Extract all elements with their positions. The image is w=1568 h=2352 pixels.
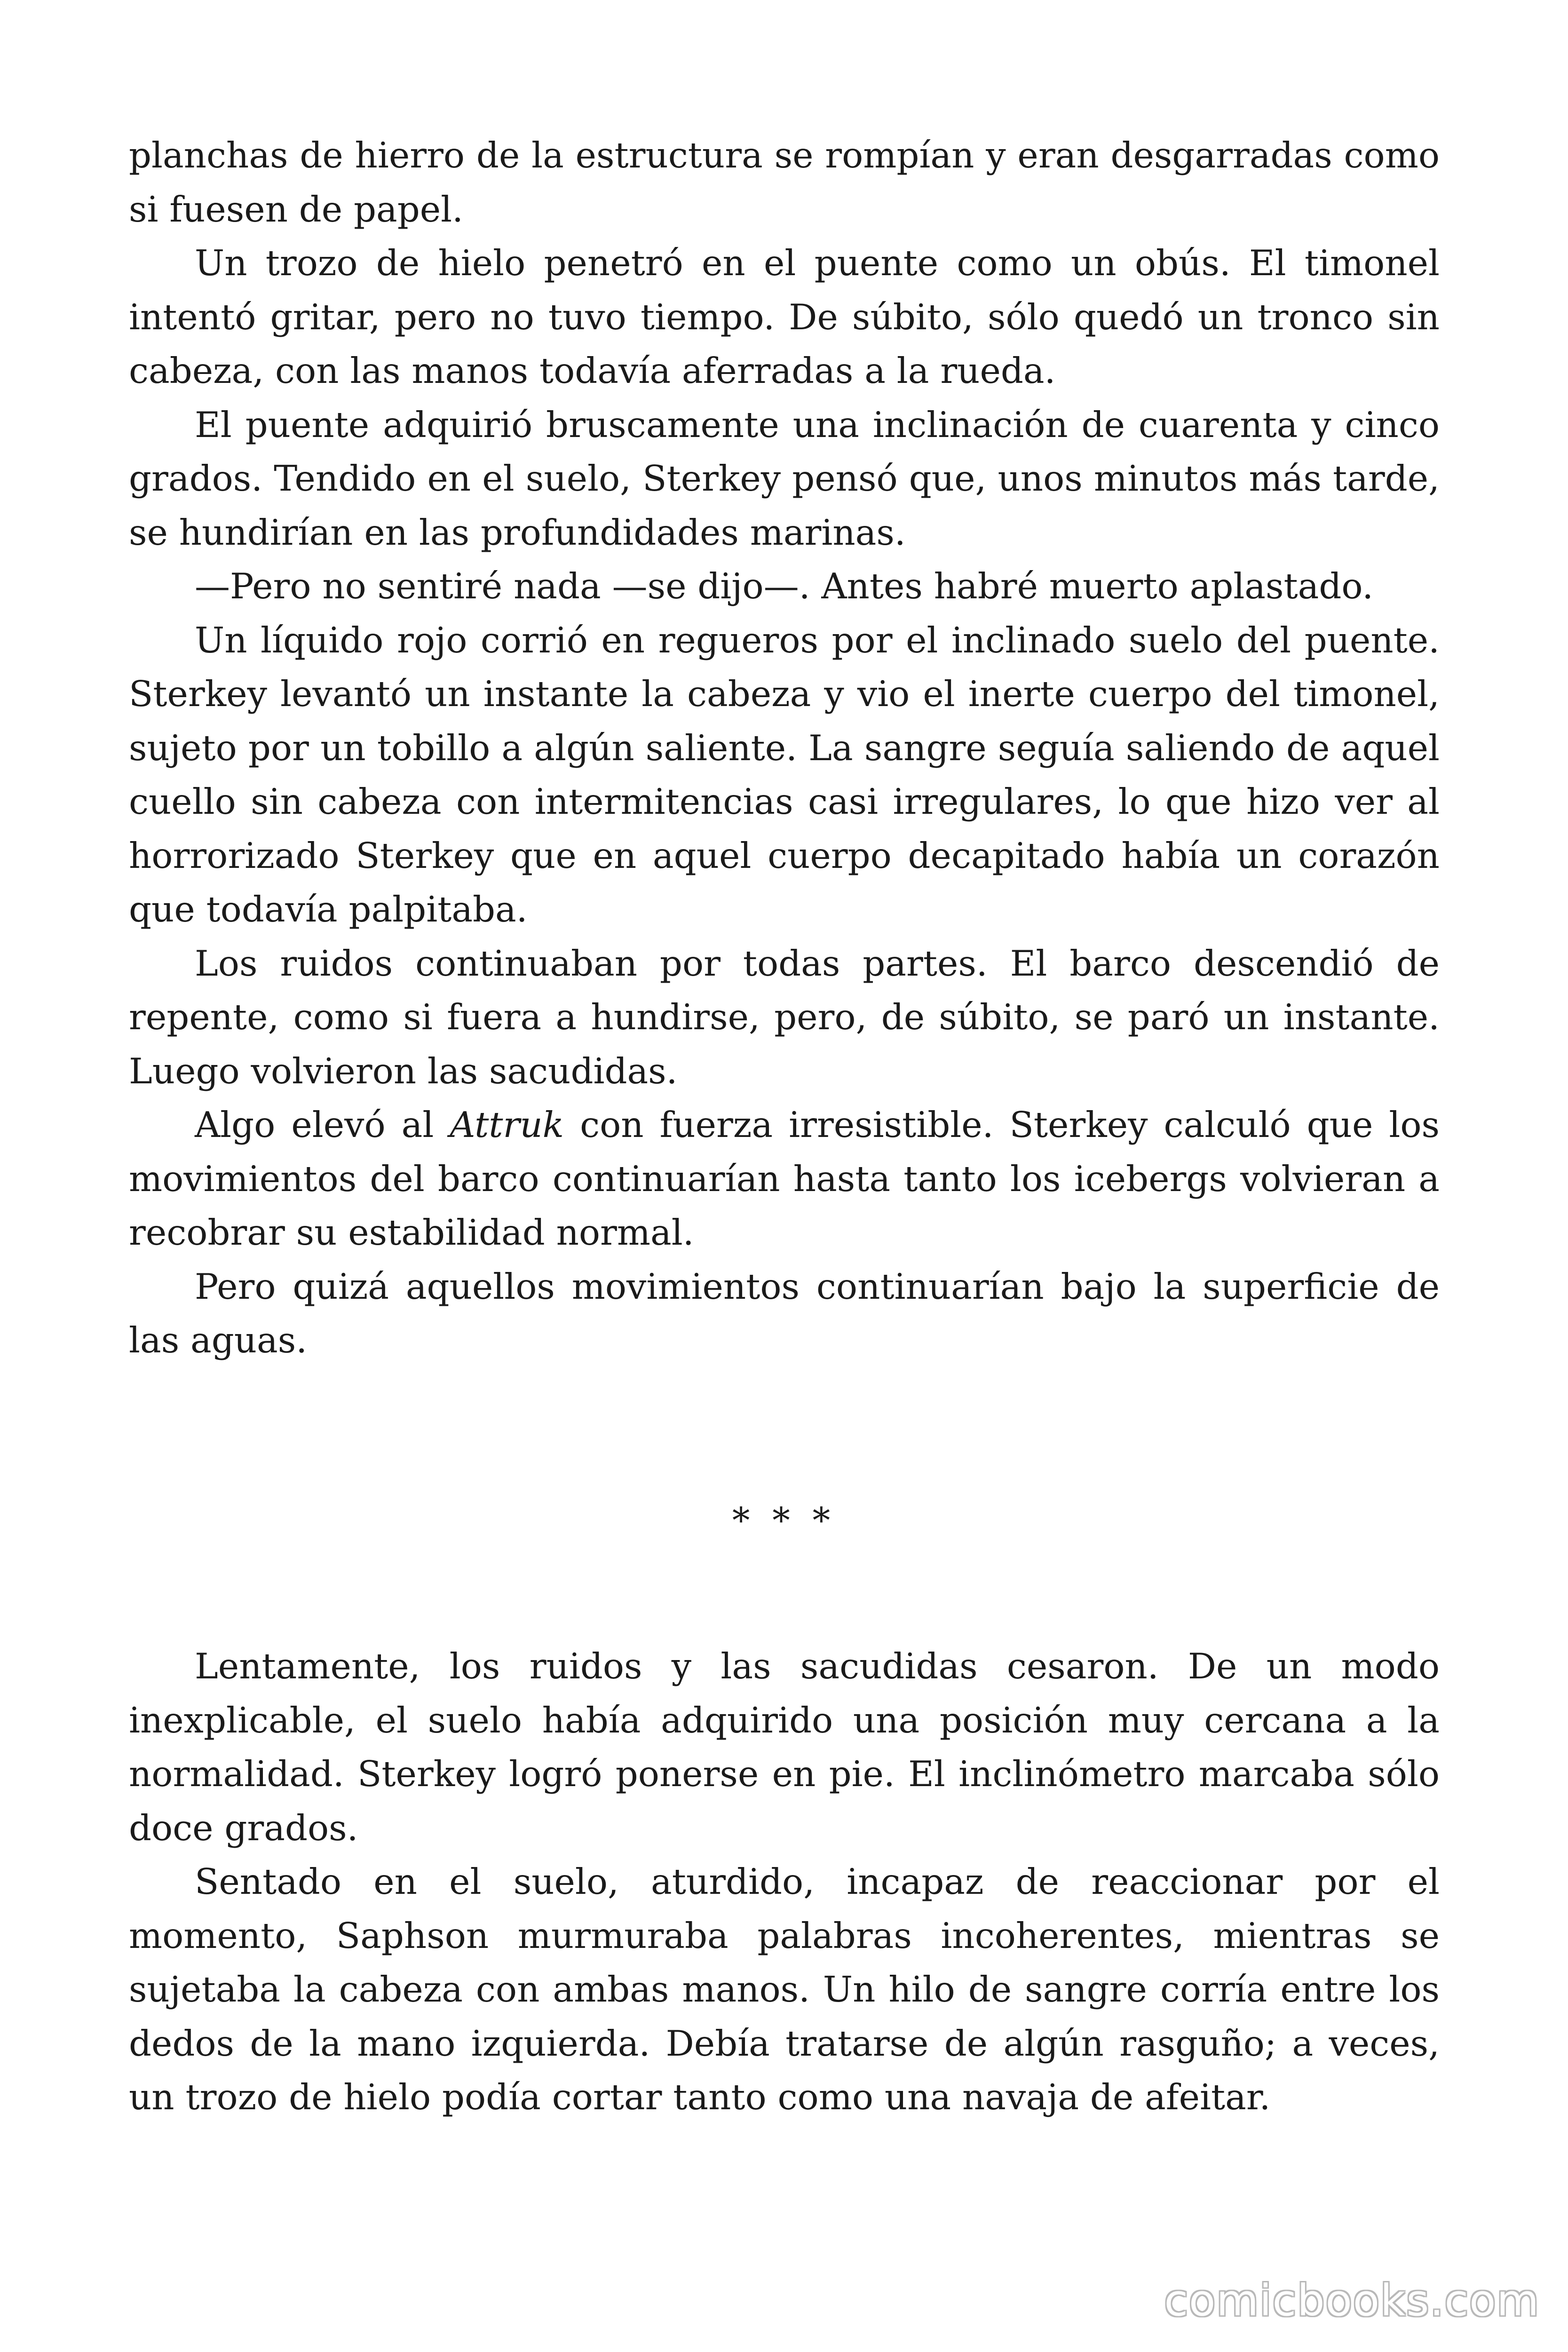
section-separator: * * * — [732, 1500, 836, 1541]
paragraph: Un trozo de hielo penetró en el puente como un obús. El timonel intentó gritar, pero no tuvo tiempo. De súbito, sólo quedó un tronco sin cabeza, con las manos todavía aferradas a la rueda. — [129, 242, 1440, 391]
paragraph: Lentamente, los ruidos y las sacudidas cesaron. De un modo inexplicable, el suelo había adquirido una posición muy cercana a la normalidad. Sterkey logró ponerse en pie. El inclinómetro marcaba sólo doce grados. — [129, 1645, 1440, 1849]
paragraph-text-before: Algo elevó al — [195, 1104, 450, 1145]
paragraph: Sentado en el suelo, aturdido, incapaz de reaccionar por el momento, Saphson murmuraba palabras incoherentes, mientras se sujetaba la cabeza con ambas manos. Un hilo de sangre corría entre los dedos de la mano izquierda. Debía tratarse de algún rasguño; a veces, un trozo de hielo podía cortar tanto como una navaja de afeitar. — [129, 1861, 1440, 2118]
paragraph: planchas de hierro de la estructura se rompían y eran desgarradas como si fuesen de papel. — [129, 135, 1440, 230]
paragraph-text-after: con fuerza irresistible. Sterkey calculó que los movimientos del barco continuarían hasta tanto los icebergs volvieran a recobrar su estabilidad normal. — [129, 1104, 1440, 1253]
paragraph: —Pero no sentiré nada —se dijo—. Antes habré muerto aplastado. — [195, 565, 1374, 607]
paragraph: Los ruidos continuaban por todas partes. El barco descendió de repente, como si fuera a hundirse, pero, de súbito, se paró un instante. Luego volvieron las sacudidas. — [129, 942, 1440, 1092]
ship-name-italic: Attruk — [450, 1104, 564, 1145]
paragraph-attruk — [129, 1098, 1440, 1260]
text-section-bottom — [129, 1639, 1440, 2124]
text-section-top — [129, 128, 1440, 1367]
paragraph: Pero quizá aquellos movimientos continuarían bajo la superficie de las aguas. — [129, 1265, 1440, 1361]
paragraph: El puente adquirió bruscamente una inclinación de cuarenta y cinco grados. Tendido en el suelo, Sterkey pensó que, unos minutos más tarde, se hundirían en las profundidades marinas. — [129, 404, 1440, 553]
paragraph: Un líquido rojo corrió en regueros por el inclinado suelo del puente. Sterkey levantó un instante la cabeza y vio el inerte cuerpo del timonel, sujeto por un tobillo a algún saliente. La sangre seguía saliendo de aquel cuello sin cabeza con intermitencias casi irregulares, lo que hizo ver al horrorizado Sterkey que en aquel cuerpo decapitado había un corazón que todavía palpitaba. — [129, 619, 1440, 930]
watermark: comicbooks.com — [1164, 2275, 1540, 2326]
